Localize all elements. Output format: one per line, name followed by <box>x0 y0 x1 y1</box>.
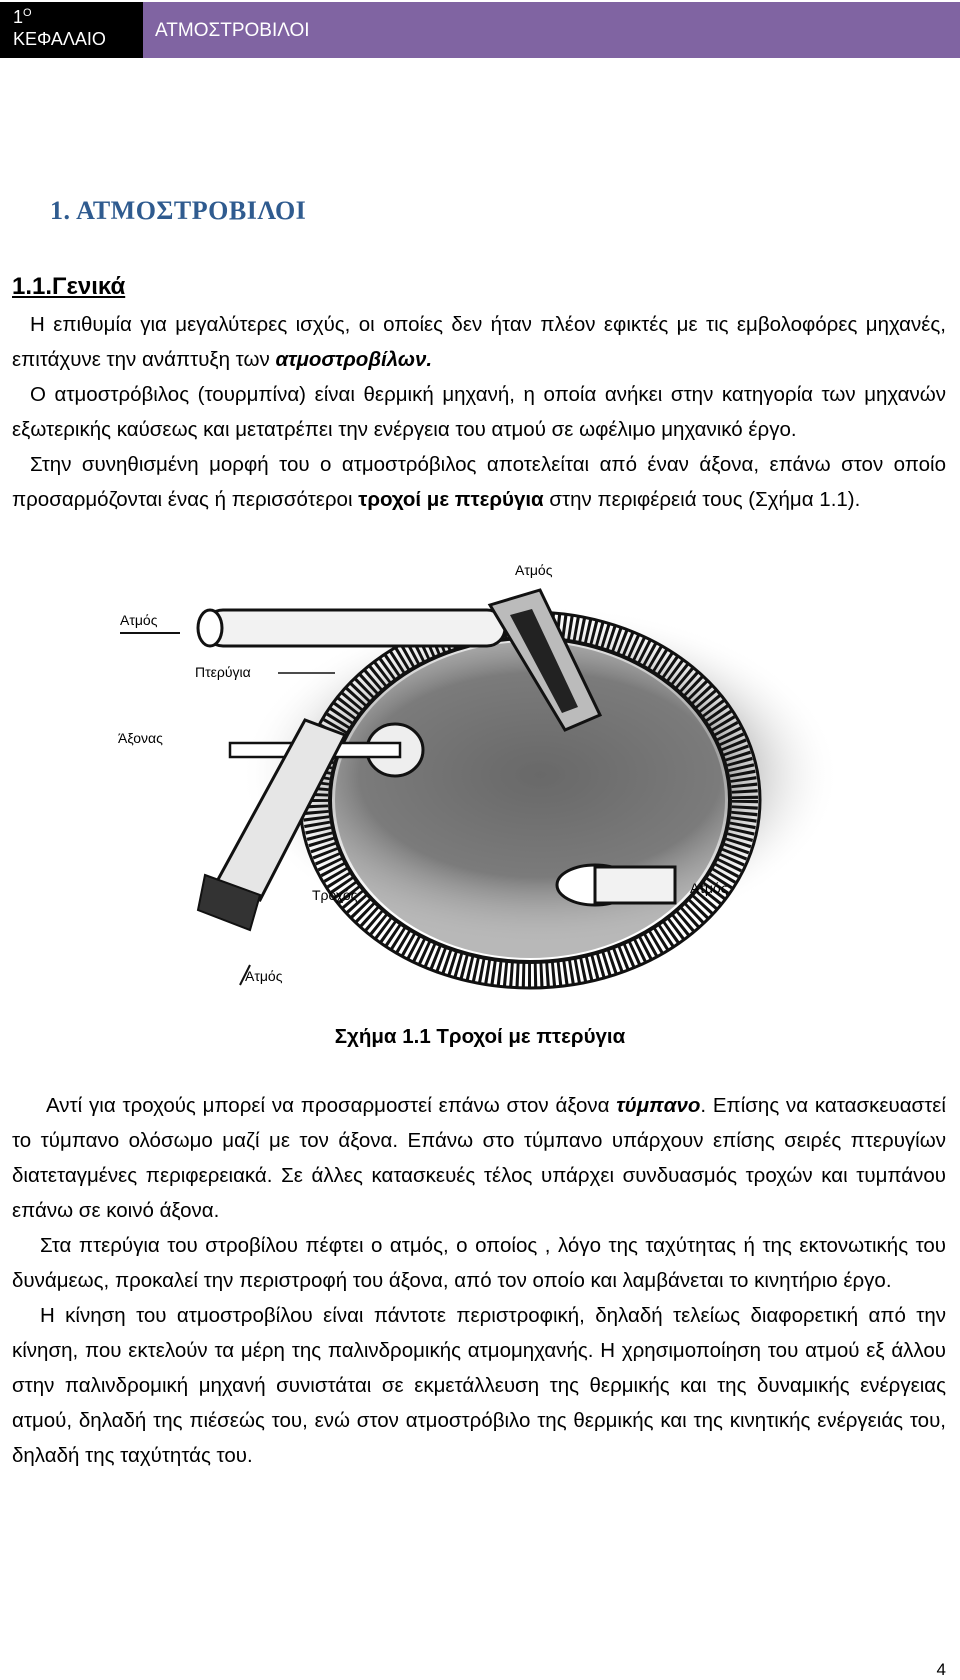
label-steam-left: Ατμός <box>120 612 158 628</box>
label-wheel: Τροχός <box>312 887 358 903</box>
body-text <box>12 1088 946 1473</box>
steam-nozzle-right <box>557 865 675 905</box>
term-steam-turbines: ατμοστροβίλων. <box>275 348 433 371</box>
section-header-bar <box>143 2 960 58</box>
label-steam-top: Ατμός <box>515 562 553 578</box>
paragraph-4-text-b: . Επίσης να κατασκευαστεί το τύμπανο ολόσωμο μαζί με τον άξονα. Επάνω στο τύμπανο υπάρχουν επίσης σειρές πτερυγίων διατεταγμένες περιφερειακά. Σε άλλες κατασκευές τέλος υπάρχει συνδυασμός τροχών και τυμπάνου επάνω σε κοινό άξονα. <box>12 1094 946 1222</box>
paragraph-1 <box>12 307 946 377</box>
page-title: 1. ΑΤΜΟΣΤΡΟΒΙΛΟΙ <box>50 196 307 225</box>
section-header-title: ΑΤΜΟΣΤΡΟΒΙΛΟΙ <box>155 20 310 41</box>
turbine-figure <box>100 562 880 995</box>
figure-caption: Σχήμα 1.1 Τροχοί με πτερύγια <box>334 1025 626 1048</box>
term-bladed-wheels: τροχοί με πτερύγια <box>358 488 544 511</box>
chapter-superscript: Ο <box>23 7 32 19</box>
paragraph-1-text: Η επιθυμία για μεγαλύτερες ισχύς, οι οποίες δεν ήταν πλέον εφικτές με τις εμβολοφόρες μηχανές, επιτάχυνε την ανάπτυξη των <box>12 313 946 371</box>
label-steam-bottom: Ατμός <box>245 968 283 984</box>
term-drum: τύμπανο <box>616 1094 701 1117</box>
chapter-number: 1 <box>13 7 24 27</box>
steam-pipe-left <box>198 610 505 646</box>
paragraph-3 <box>12 447 946 517</box>
paragraph-3-text-b: στην περιφέρειά τους (Σχήμα 1.1). <box>543 488 861 511</box>
intro-text <box>12 307 946 517</box>
paragraph-2: Ο ατμοστρόβιλος (τουρμπίνα) είναι θερμική μηχανή, η οποία ανήκει στην κατηγορία των μηχανών εξωτερικής καύσεως και μετατρέπει την ενέργεια του ατμού σε ωφέλιμο μηχανικό έργο. <box>12 383 946 441</box>
paragraph-5: Στα πτερύγια του στροβίλου πέφτει ο ατμός, ο οποίος , λόγο της ταχύτητας ή της εκτονωτικής του δυνάμεως, προκαλεί την περιστροφή του άξονα, από τον οποίο και λαμβάνεται το κινητήριο έργο. <box>12 1234 946 1292</box>
paragraph-3-text-a: Στην συνηθισμένη μορφή του ο ατμοστρόβιλος αποτελείται από έναν άξονα, επάνω στον οποίο προσαρμόζονται ένας ή περισσότεροι <box>12 453 946 511</box>
section-subheading: 1.1.Γενικά <box>12 273 126 300</box>
paragraph-4 <box>12 1088 946 1228</box>
chapter-label: ΚΕΦΑΛΑΙΟ <box>13 29 106 49</box>
chapter-badge <box>0 2 143 58</box>
label-axis: Άξονας <box>118 730 163 746</box>
page-number: 4 <box>936 1660 946 1679</box>
paragraph-4-text-a: Αντί για τροχούς μπορεί να προσαρμοστεί επάνω στον άξονα <box>46 1094 617 1117</box>
label-blade: Πτερύγια <box>195 664 251 680</box>
paragraph-6: Η κίνηση του ατμοστροβίλου είναι πάντοτε περιστροφική, δηλαδή τελείως διαφορετική από την κίνηση, που εκτελούν τα μέρη της παλινδρομικής ατμομηχανής. Η χρησιμοποίηση του ατμού εξ άλλου στην παλινδρομική μηχανή συνιστάται σε εκμετάλλευση της θερμικής και της δυναμικής ενέργειας ατμού, δηλαδή της πιέσεώς του, ενώ στον ατμοστρόβιλο της θερμικής και της κινητικής ενέργειάς του, δηλαδή της ταχύτητάς του. <box>12 1304 946 1467</box>
label-steam-right: Ατμός <box>690 880 728 896</box>
